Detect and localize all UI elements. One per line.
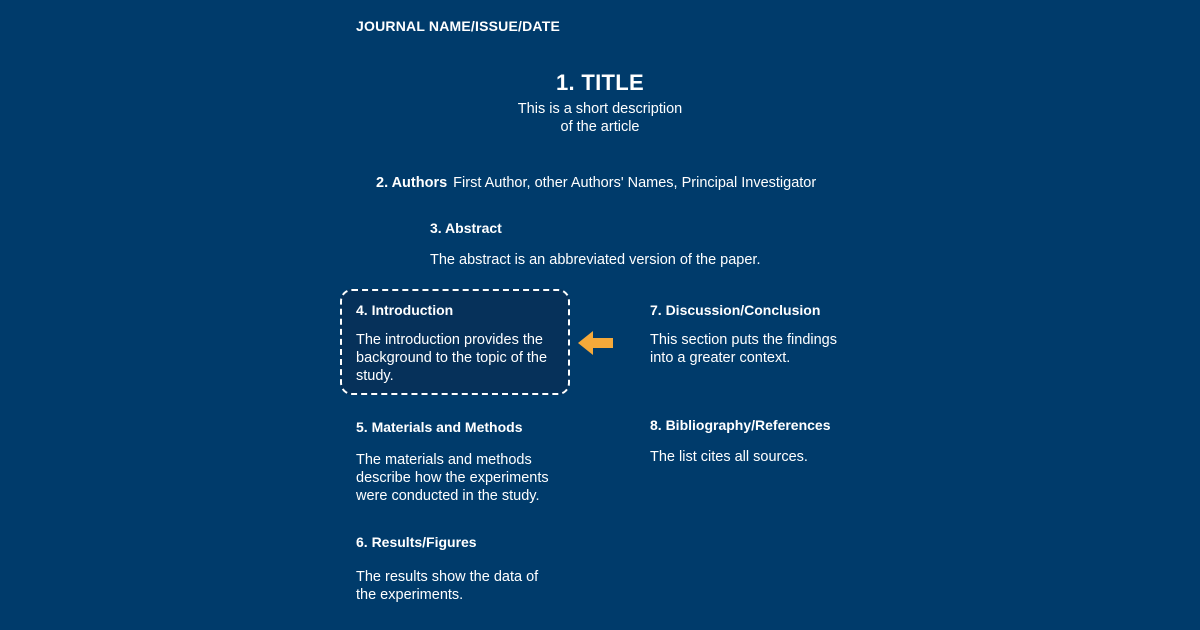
paper-subtitle: This is a short description of the article: [517, 101, 683, 135]
section-heading: 8. Bibliography/References: [650, 417, 831, 433]
section-heading: 6. Results/Figures: [356, 534, 477, 550]
section-bibliography: [650, 417, 831, 466]
authors-text: First Author, other Authors' Names, Principal Investigator: [453, 175, 817, 191]
section-body: This section puts the findings into a greater context.: [650, 332, 837, 366]
section-heading: 7. Discussion/Conclusion: [650, 302, 821, 318]
authors-line: [376, 175, 816, 191]
authors-label: 2. Authors: [376, 175, 448, 191]
section-introduction: [356, 302, 571, 385]
section-body: The results show the data of the experiments.: [356, 569, 539, 603]
section-body: The introduction provides the background to the topic of the study.: [356, 332, 548, 384]
title-block: [400, 70, 800, 136]
section-abstract: [430, 220, 760, 269]
paper-title: 1. TITLE: [556, 70, 644, 95]
journal-label: JOURNAL NAME/ISSUE/DATE: [356, 18, 560, 34]
section-body: The list cites all sources.: [650, 449, 808, 465]
section-discussion: [650, 302, 837, 367]
section-heading: 4. Introduction: [356, 302, 454, 318]
arrow-left-icon: [578, 330, 614, 356]
section-body: The materials and methods describe how the experiments were conducted in the study.: [356, 452, 549, 504]
section-body: The abstract is an abbreviated version of the paper.: [430, 252, 761, 268]
section-results: [356, 534, 538, 604]
section-heading: 3. Abstract: [430, 220, 502, 236]
section-heading: 5. Materials and Methods: [356, 419, 523, 435]
section-materials: [356, 419, 549, 505]
